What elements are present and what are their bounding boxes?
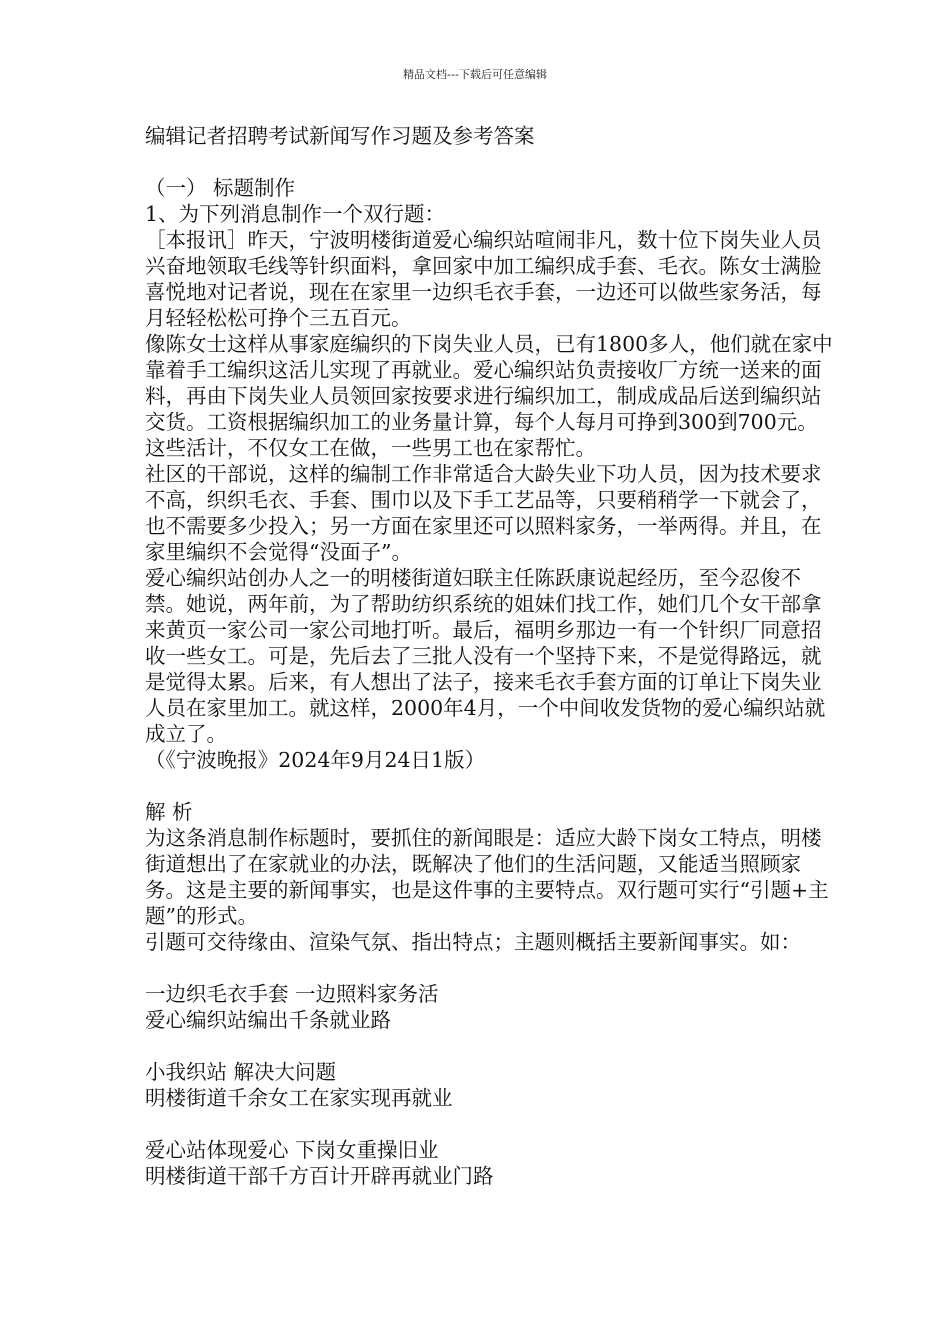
example-main-title: 爱心编织站编出千条就业路 <box>145 1008 391 1032</box>
analysis-paragraph: 引题可交待缘由、渲染气氛、指出特点；主题则概括主要新闻事实。如： <box>145 930 801 954</box>
example-lead-title: 小我织站 解决大问题 <box>145 1060 337 1084</box>
document-body <box>145 123 835 1189</box>
article-paragraph: ［本报讯］昨天，宁波明楼街道爱心编织站喧闹非凡，数十位下岗失业人员兴奋地领取毛线等针织面料，拿回家中加工编织成手套、毛衣。陈女士满脸喜悦地对记者说，现在在家里一边织毛衣手套，一边还可以做些家务活，每月轻轻松松可挣个三五百元。 <box>145 228 822 330</box>
article-paragraph: 像陈女士这样从事家庭编织的下岗失业人员，已有1800多人，他们就在家中靠着手工编织这活儿实现了再就业。爱心编织站负责接收厂方统一送来的面料，再由下岗失业人员领回家按要求进行编织加工，制成成品后送到编织站交货。工资根据编织加工的业务量计算，每个人每月可挣到300到700元。这些活计，不仅女工在做，一些男工也在家帮忙。 <box>145 332 833 460</box>
document-title: 编辑记者招聘考试新闻写作习题及参考答案 <box>145 124 535 148</box>
page-header: 精品文档---下载后可任意编辑 <box>403 68 547 81</box>
analysis-paragraph: 为这条消息制作标题时，要抓住的新闻眼是：适应大龄下岗女工特点，明楼街道想出了在家就业的办法，既解决了他们的生活问题，又能适当照顾家务。这是主要的新闻事实，也是这件事的主要特点。双行题可实行“引题+主题”的形式。 <box>145 826 829 928</box>
example-main-title: 明楼街道千余女工在家实现再就业 <box>145 1086 453 1110</box>
example-lead-title: 一边织毛衣手套 一边照料家务活 <box>145 982 439 1006</box>
article-source: （《宁波晚报》2024年9月24日1版） <box>145 748 486 772</box>
article-paragraph: 社区的干部说，这样的编制工作非常适合大龄失业下功人员，因为技术要求不高，织织毛衣、手套、围巾以及下手工艺品等，只要稍稍学一下就会了，也不需要多少投入；另一方面在家里还可以照料家务，一举两得。并且，在家里编织不会觉得“没面子”。 <box>145 462 822 564</box>
example-main-title: 明楼街道干部千方百计开辟再就业门路 <box>145 1164 494 1188</box>
example-lead-title: 爱心站体现爱心 下岗女重操旧业 <box>145 1138 439 1162</box>
article-paragraph: 爱心编织站创办人之一的明楼街道妇联主任陈跃康说起经历，至今忍俊不禁。她说，两年前，为了帮助纺织系统的姐妹们找工作，她们几个女干部拿来黄页一家公司一家公司地打听。最后，福明乡那边一有一个针织厂同意招收一些女工。可是，先后去了三批人没有一个坚持下来，不是觉得路远，就是觉得太累。后来，有人想出了法子，接来毛衣手套方面的订单让下岗失业人员在家里加工。就这样，2000年4月，一个中间收发货物的爱心编织站就成立了。 <box>145 566 826 746</box>
section-heading: （一） 标题制作 <box>145 176 296 200</box>
analysis-heading: 解 析 <box>145 800 193 824</box>
question-text: 1、为下列消息制作一个双行题： <box>145 202 446 226</box>
